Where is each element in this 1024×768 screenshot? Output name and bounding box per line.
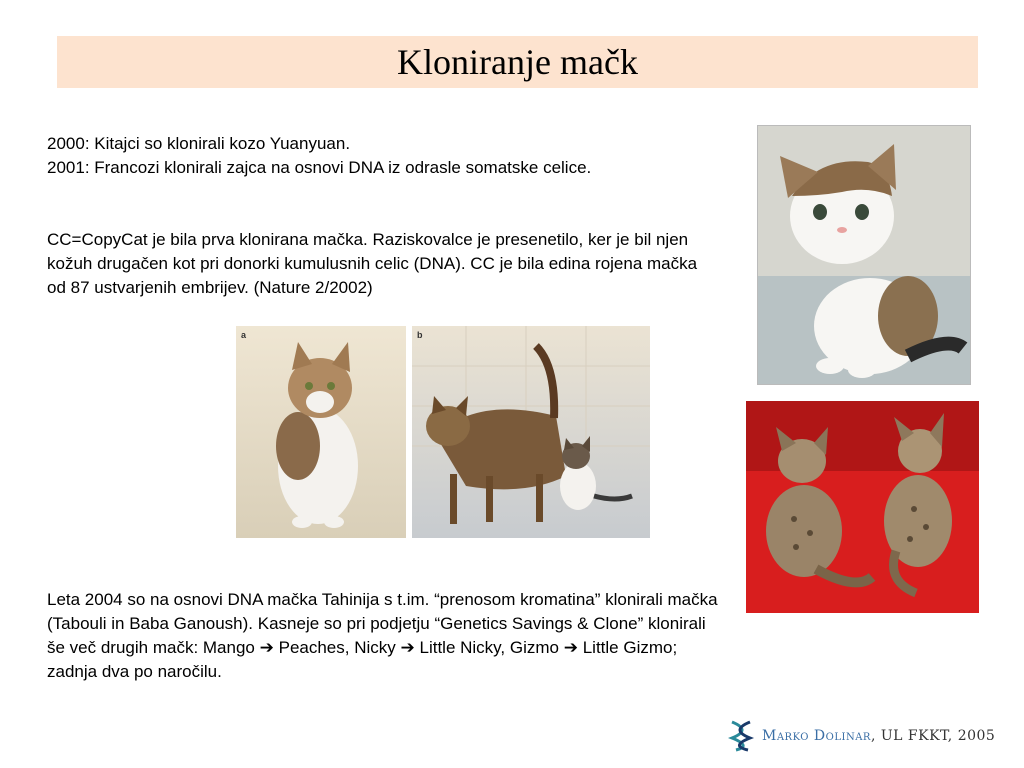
kitten-photo-image <box>758 126 970 384</box>
arrow-icon: ➔ <box>563 638 578 658</box>
bottom-part-1: Leta 2004 so na osnovi DNA mačka Tahinija s t.im. “prenosom kromatina” klonirali mačka (Tabouli in Baba Ganoush). Kasneje so pri podjetju “Genetics Savings & Clone” klonirali še več drugih mačk: Mango <box>47 590 718 657</box>
bottom-text <box>47 588 727 684</box>
footer <box>728 720 995 752</box>
slide-title: Kloniranje mačk <box>397 42 638 82</box>
copycat-figure-image <box>236 326 650 538</box>
figure-label-b: b <box>417 330 423 340</box>
bottom-part-3: Little Nicky, Gizmo <box>419 638 559 657</box>
bottom-part-4: Little Gizmo; zadnja dva po naročilu. <box>47 638 678 681</box>
dna-helix-icon <box>728 720 756 752</box>
intro-line-2: 2001: Francozi klonirali zajca na osnovi DNA iz odrasle somatske celice. <box>47 158 592 177</box>
kitten-photo <box>757 125 971 385</box>
footer-affiliation: , UL FKKT, 2005 <box>870 728 996 744</box>
footer-author: Marko Dolinar <box>762 728 871 744</box>
copycat-text <box>47 228 717 300</box>
bottom-paragraph <box>47 588 727 684</box>
twin-kittens-photo <box>746 401 979 613</box>
arrow-icon: ➔ <box>400 638 415 658</box>
arrow-icon: ➔ <box>259 638 274 658</box>
twin-kittens-photo-image <box>746 401 979 613</box>
copycat-figure <box>236 326 650 538</box>
intro-line-1: 2000: Kitajci so klonirali kozo Yuanyuan. <box>47 134 351 153</box>
copycat-paragraph: CC=CopyCat je bila prva klonirana mačka. Raziskovalce je presenetilo, ker je bil njen kožuh drugačen kot pri donorki kumulusnih celic (DNA). CC je bila edina rojena mačka od 87 ustvarjenih embrijev. (Nature 2/2002) <box>47 230 698 297</box>
title-bar <box>57 36 978 88</box>
intro-text <box>47 132 727 180</box>
bottom-part-2: Peaches, Nicky <box>278 638 396 657</box>
figure-label-a: a <box>241 330 247 340</box>
